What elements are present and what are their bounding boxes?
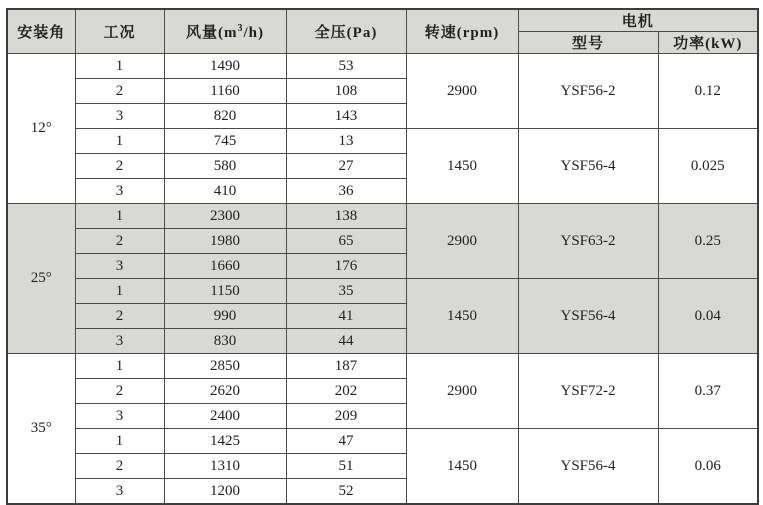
cell-airflow: 1200 [164,479,286,505]
cell-airflow: 2400 [164,404,286,429]
cell-model: YSF56-4 [518,429,658,505]
cell-model: YSF63-2 [518,204,658,279]
cell-pressure: 44 [286,329,406,354]
cell-condition: 2 [75,304,164,329]
cell-speed: 1450 [406,429,518,505]
cell-angle: 35° [7,354,75,505]
cell-airflow: 580 [164,154,286,179]
cell-pressure: 176 [286,254,406,279]
cell-airflow: 1425 [164,429,286,454]
cell-speed: 2900 [406,54,518,129]
cell-airflow: 820 [164,104,286,129]
cell-condition: 2 [75,79,164,104]
cell-pressure: 138 [286,204,406,229]
cell-airflow: 1980 [164,229,286,254]
cell-condition: 1 [75,354,164,379]
col-header-power: 功率(kW) [658,32,758,54]
cell-airflow: 1490 [164,54,286,79]
col-header-motor-group: 电机 [518,9,758,32]
cell-airflow: 2300 [164,204,286,229]
cell-speed: 2900 [406,354,518,429]
col-header-condition: 工况 [75,9,164,54]
table-row [7,354,758,379]
cell-speed: 2900 [406,204,518,279]
cell-model: YSF56-2 [518,54,658,129]
cell-pressure: 53 [286,54,406,79]
cell-power: 0.37 [658,354,758,429]
cell-pressure: 143 [286,104,406,129]
table-row [7,279,758,304]
cell-condition: 3 [75,329,164,354]
airflow-label-superscript: 3 [237,23,244,34]
cell-speed: 1450 [406,129,518,204]
cell-angle: 12° [7,54,75,204]
cell-condition: 1 [75,204,164,229]
header-row-1 [7,9,758,32]
cell-pressure: 202 [286,379,406,404]
cell-pressure: 35 [286,279,406,304]
cell-airflow: 1160 [164,79,286,104]
section-35deg [7,354,758,505]
cell-condition: 1 [75,54,164,79]
cell-airflow: 2850 [164,354,286,379]
cell-airflow: 745 [164,129,286,154]
col-header-speed: 转速(rpm) [406,9,518,54]
col-header-angle: 安装角 [7,9,75,54]
cell-condition: 1 [75,129,164,154]
table-row [7,54,758,79]
cell-pressure: 36 [286,179,406,204]
col-header-airflow [164,9,286,54]
cell-pressure: 52 [286,479,406,505]
cell-airflow: 1310 [164,454,286,479]
cell-model: YSF56-4 [518,129,658,204]
cell-airflow: 1150 [164,279,286,304]
cell-airflow: 2620 [164,379,286,404]
cell-pressure: 108 [286,79,406,104]
fan-spec-table [6,8,759,505]
cell-power: 0.04 [658,279,758,354]
cell-pressure: 209 [286,404,406,429]
cell-model: YSF72-2 [518,354,658,429]
cell-condition: 1 [75,279,164,304]
cell-condition: 2 [75,379,164,404]
cell-condition: 2 [75,454,164,479]
table-header [7,9,758,54]
col-header-pressure: 全压(Pa) [286,9,406,54]
cell-angle: 25° [7,204,75,354]
cell-airflow: 410 [164,179,286,204]
cell-condition: 3 [75,404,164,429]
table-row [7,129,758,154]
table-row [7,204,758,229]
cell-condition: 3 [75,104,164,129]
cell-pressure: 47 [286,429,406,454]
cell-airflow: 990 [164,304,286,329]
cell-power: 0.12 [658,54,758,129]
cell-condition: 3 [75,254,164,279]
cell-pressure: 187 [286,354,406,379]
cell-condition: 2 [75,229,164,254]
cell-power: 0.025 [658,129,758,204]
section-12deg [7,54,758,204]
cell-condition: 3 [75,479,164,505]
cell-airflow: 1660 [164,254,286,279]
cell-model: YSF56-4 [518,279,658,354]
cell-airflow: 830 [164,329,286,354]
cell-power: 0.06 [658,429,758,505]
cell-power: 0.25 [658,204,758,279]
cell-pressure: 51 [286,454,406,479]
cell-pressure: 41 [286,304,406,329]
cell-condition: 2 [75,154,164,179]
cell-pressure: 65 [286,229,406,254]
cell-pressure: 13 [286,129,406,154]
cell-condition: 3 [75,179,164,204]
airflow-label-prefix: 风量(m [185,25,238,41]
table-row [7,429,758,454]
cell-condition: 1 [75,429,164,454]
section-25deg [7,204,758,354]
airflow-label-suffix: /h) [243,25,264,41]
cell-pressure: 27 [286,154,406,179]
col-header-model: 型号 [518,32,658,54]
cell-speed: 1450 [406,279,518,354]
